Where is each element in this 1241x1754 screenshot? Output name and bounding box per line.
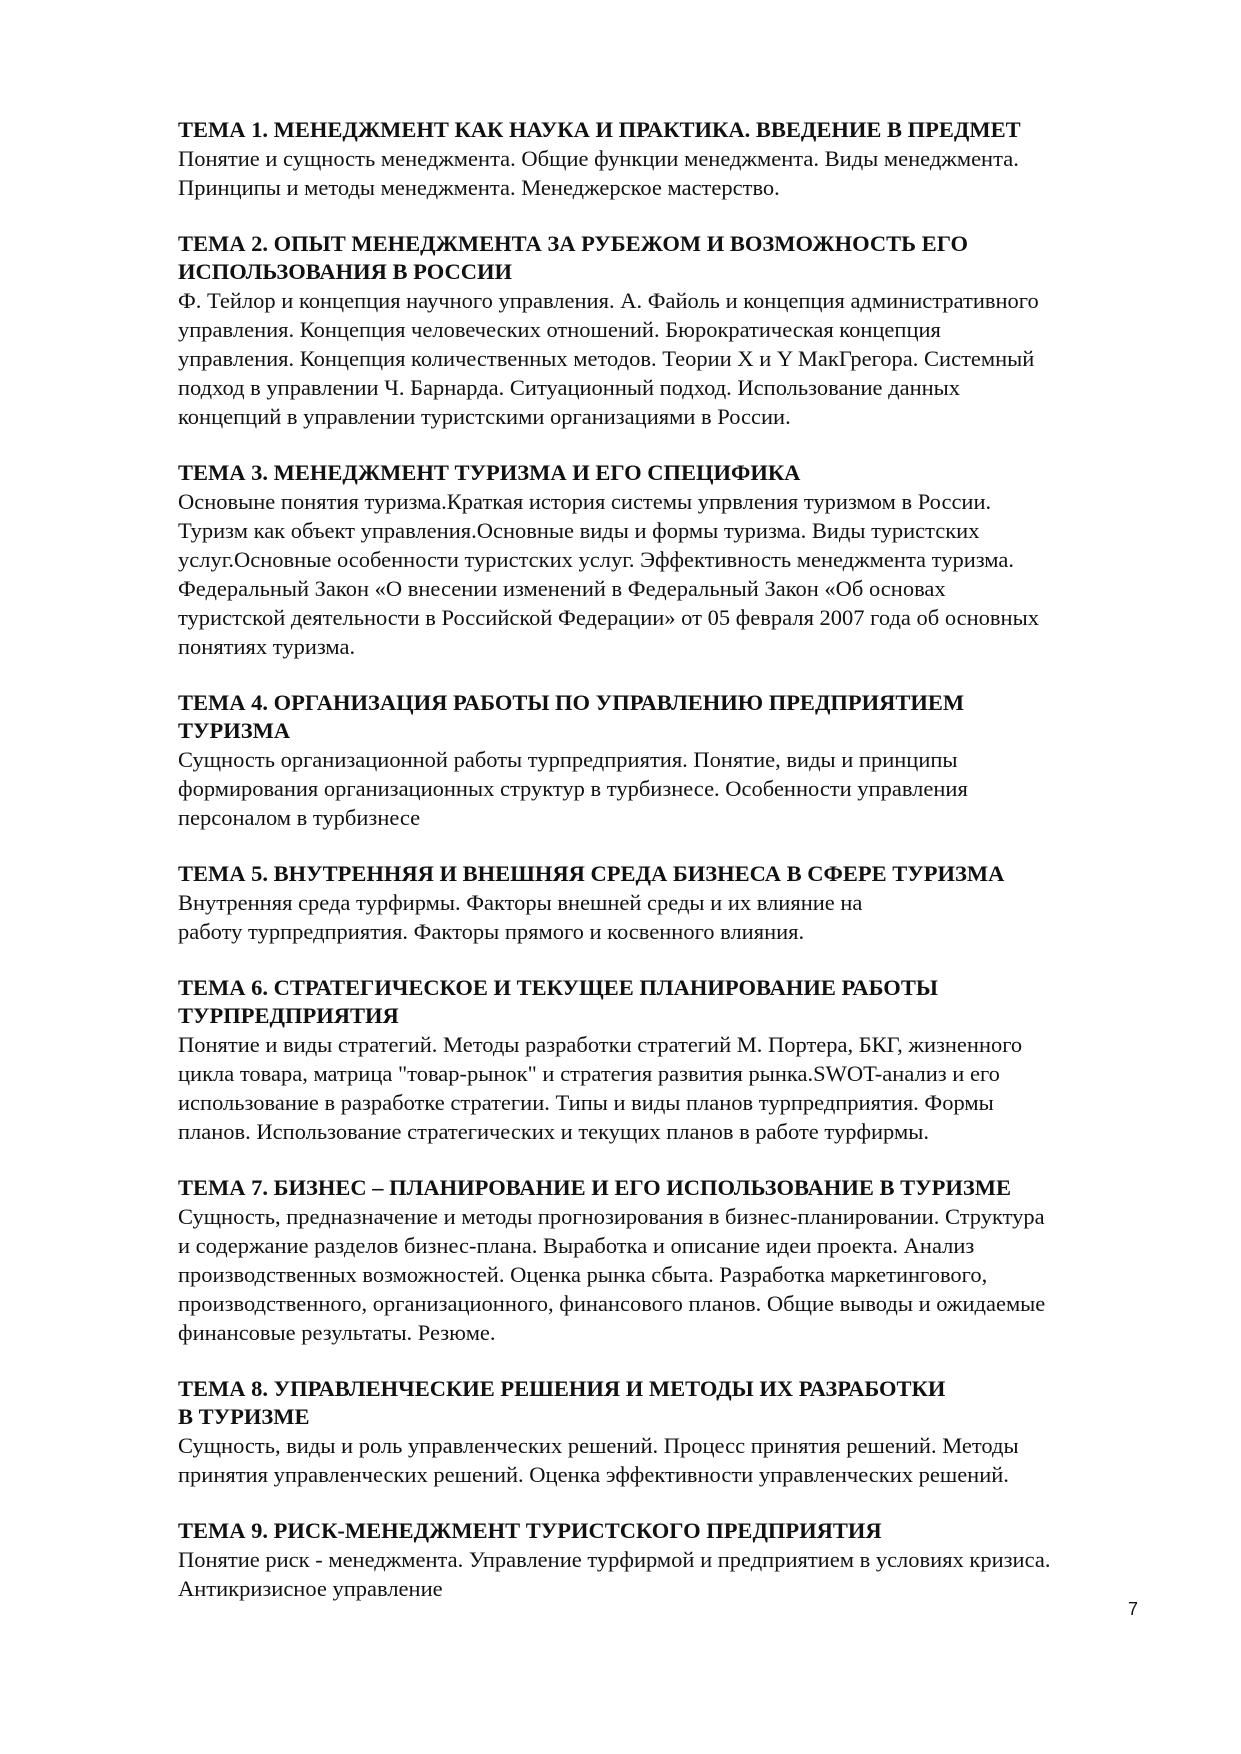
topic-text-line: управления. Концепция количественных методов. Теории X и Y МакГрегора. Системный xyxy=(178,346,1035,371)
topic-2 xyxy=(178,230,1158,431)
topic-text-line: формирования организационных структур в турбизнесе. Особенности управления xyxy=(178,776,968,801)
topic-title: В ТУРИЗМЕ xyxy=(178,1404,310,1429)
topic-text-line: Сущность, виды и роль управленческих решений. Процесс принятия решений. Методы xyxy=(178,1433,1019,1458)
topic-text-line: концепций в управлении туристскими организациями в России. xyxy=(178,404,791,429)
topic-title: ТЕМА 1. МЕНЕДЖМЕНТ КАК НАУКА И ПРАКТИКА. ВВЕДЕНИЕ В ПРЕДМЕТ xyxy=(178,117,1021,142)
topic-text-line: туристской деятельности в Российской Федерации» от 05 февраля 2007 года об основных xyxy=(178,605,1039,630)
topic-7 xyxy=(178,1174,1158,1347)
topic-text-line: принятия управленческих решений. Оценка эффективности управленческих решений. xyxy=(178,1462,1009,1487)
topic-1 xyxy=(178,116,1158,202)
topic-6 xyxy=(178,974,1158,1146)
topic-title: ТЕМА 6. СТРАТЕГИЧЕСКОЕ И ТЕКУЩЕЕ ПЛАНИРОВАНИЕ РАБОТЫ xyxy=(178,975,938,1000)
topic-text-line: Антикризисное управление xyxy=(178,1576,443,1601)
topic-text-line: планов. Использование стратегических и текущих планов в работе турфирмы. xyxy=(178,1119,929,1144)
topic-text-line: и содержание разделов бизнес-плана. Выработка и описание идеи проекта. Анализ xyxy=(178,1233,975,1258)
topic-3 xyxy=(178,459,1158,661)
topic-text-line: производственных возможностей. Оценка рынка сбыта. Разработка маркетингового, xyxy=(178,1262,988,1287)
topic-8 xyxy=(178,1375,1158,1489)
topic-title: ТЕМА 3. МЕНЕДЖМЕНТ ТУРИЗМА И ЕГО СПЕЦИФИКА xyxy=(178,460,801,485)
topic-title: ТЕМА 4. ОРГАНИЗАЦИЯ РАБОТЫ ПО УПРАВЛЕНИЮ ПРЕДПРИЯТИЕМ xyxy=(178,690,965,715)
topic-title: ТЕМА 9. РИСК-МЕНЕДЖМЕНТ ТУРИСТСКОГО ПРЕДПРИЯТИЯ xyxy=(178,1518,882,1543)
topic-text-line: Ф. Тейлор и концепция научного управления. А. Файоль и концепция административного xyxy=(178,288,1039,313)
topic-text-line: понятиях туризма. xyxy=(178,634,356,659)
topic-text-line: работу турпредприятия. Факторы прямого и косвенного влияния. xyxy=(178,919,805,944)
topic-9 xyxy=(178,1517,1158,1603)
topic-text-line: Понятие риск - менеджмента. Управление турфирмой и предприятием в условиях кризиса. xyxy=(178,1547,1051,1572)
topic-text-line: производственного, организационного, финансового планов. Общие выводы и ожидаемые xyxy=(178,1291,1046,1316)
topic-title: ИСПОЛЬЗОВАНИЯ В РОССИИ xyxy=(178,259,513,284)
page-number: 7 xyxy=(1128,1599,1139,1619)
topic-text-line: финансовые результаты. Резюме. xyxy=(178,1320,496,1345)
topic-text-line: использование в разработке стратегии. Типы и виды планов турпредприятия. Формы xyxy=(178,1090,994,1115)
topic-title: ТУРПРЕДПРИЯТИЯ xyxy=(178,1003,399,1028)
topic-title: ТЕМА 2. ОПЫТ МЕНЕДЖМЕНТА ЗА РУБЕЖОМ И ВОЗМОЖНОСТЬ ЕГО xyxy=(178,231,968,256)
topic-text-line: Принципы и методы менеджмента. Менеджерское мастерство. xyxy=(178,175,780,200)
topic-text-line: Понятие и виды стратегий. Методы разработки стратегий М. Портера, БКГ, жизненного xyxy=(178,1032,1023,1057)
topic-text-line: Понятие и сущность менеджмента. Общие функции менеджмента. Виды менеджмента. xyxy=(178,146,1019,171)
topic-text-line: управления. Концепция человеческих отношений. Бюрократическая концепция xyxy=(178,317,941,342)
topic-title: ТЕМА 5. ВНУТРЕННЯЯ И ВНЕШНЯЯ СРЕДА БИЗНЕСА В СФЕРЕ ТУРИЗМА xyxy=(178,861,1005,886)
topic-text-line: персоналом в турбизнесе xyxy=(178,805,421,830)
topic-text-line: услуг.Основные особенности туристских услуг. Эффективность менеджмента туризма. xyxy=(178,547,1015,572)
topic-text-line: цикла товара, матрица "товар-рынок" и стратегия развития рынка.SWOT-анализ и его xyxy=(178,1061,1000,1086)
topic-text-line: Основыне понятия туризма.Краткая история системы упрвления туризмом в России. xyxy=(178,489,992,514)
topic-text-line: Сущность, предназначение и методы прогнозирования в бизнес-планировании. Структура xyxy=(178,1204,1045,1229)
topic-text-line: подход в управлении Ч. Барнарда. Ситуационный подход. Использование данных xyxy=(178,375,961,400)
topic-4 xyxy=(178,689,1158,832)
document-page xyxy=(178,116,1158,1631)
topic-title: ТЕМА 7. БИЗНЕС – ПЛАНИРОВАНИЕ И ЕГО ИСПОЛЬЗОВАНИЕ В ТУРИЗМЕ xyxy=(178,1175,1012,1200)
topic-text-line: Внутренняя среда турфирмы. Факторы внешней среды и их влияние на xyxy=(178,890,863,915)
topic-text-line: Федеральный Закон «О внесении изменений в Федеральный Закон «Об основах xyxy=(178,576,946,601)
topic-title: ТУРИЗМА xyxy=(178,718,291,743)
topic-5 xyxy=(178,860,1158,946)
topic-text-line: Сущность организационной работы турпредприятия. Понятие, виды и принципы xyxy=(178,747,958,772)
topic-text-line: Туризм как объект управления.Основные виды и формы туризма. Виды туристских xyxy=(178,518,980,543)
topic-title: ТЕМА 8. УПРАВЛЕНЧЕСКИЕ РЕШЕНИЯ И МЕТОДЫ ИХ РАЗРАБОТКИ xyxy=(178,1376,946,1401)
